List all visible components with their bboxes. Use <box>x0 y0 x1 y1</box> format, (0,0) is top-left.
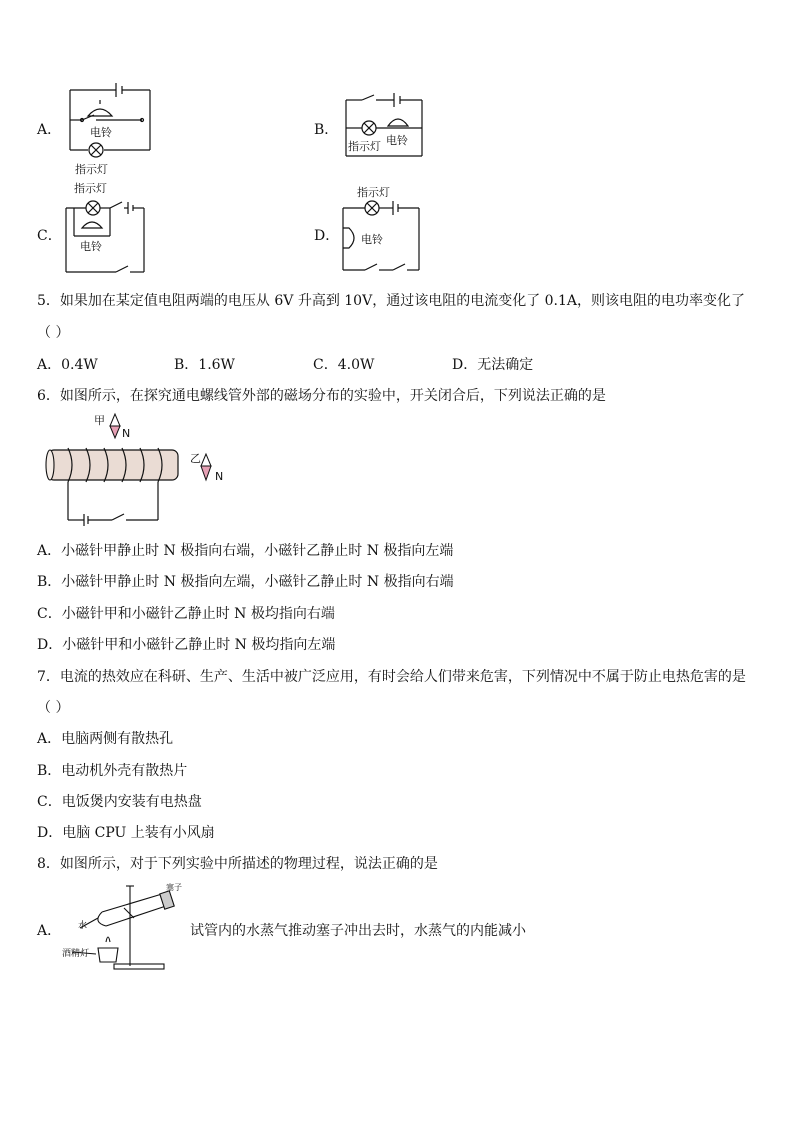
alcohol-lamp-label: 酒精灯 <box>62 949 90 959</box>
q5-choice-b[interactable]: B．1.6W <box>174 357 235 373</box>
circuit-c-diagram <box>62 180 152 280</box>
lamp-label: 指示灯 <box>75 163 108 176</box>
option-a-letter: A． <box>37 122 62 138</box>
lamp-label: 指示灯 <box>357 186 390 199</box>
needle-jia-n-label: N <box>122 427 131 440</box>
needle-yi-s-icon <box>201 454 211 466</box>
q8-option-a-text[interactable]: 试管内的水蒸气推动塞子冲出去时，水蒸气的内能减小 <box>190 923 526 939</box>
needle-yi-label: 乙 <box>190 452 201 465</box>
bell-label: 电铃 <box>361 233 383 246</box>
q7-choice-d[interactable]: D．电脑 CPU 上装有小风扇 <box>37 825 215 841</box>
bell-label: 电铃 <box>386 134 408 147</box>
q8-option-a-letter[interactable]: A． <box>37 923 62 939</box>
q6-choice-a[interactable]: A．小磁针甲静止时 N 极指向右端，小磁针乙静止时 N 极指向左端 <box>37 543 454 559</box>
needle-jia-label: 甲 <box>94 414 105 427</box>
solenoid-diagram <box>40 410 240 528</box>
q5-choice-a[interactable]: A．0.4W <box>37 357 98 373</box>
q7-choice-a[interactable]: A．电脑两侧有散热孔 <box>37 731 174 747</box>
stopper-label: 塞子 <box>166 883 182 892</box>
needle-jia-n-icon <box>110 426 120 438</box>
solenoid-icon <box>46 448 178 526</box>
q7-choice-b[interactable]: B．电动机外壳有散热片 <box>37 763 188 779</box>
lamp-label: 指示灯 <box>74 182 107 195</box>
q5-choice-d[interactable]: D．无法确定 <box>452 357 534 373</box>
circuit-a-diagram <box>60 80 160 180</box>
q5-choice-c[interactable]: C．4.0W <box>313 357 375 373</box>
water-label: 水 <box>78 921 88 931</box>
q6-choice-b[interactable]: B．小磁针甲静止时 N 极指向左端，小磁针乙静止时 N 极指向右端 <box>37 574 454 590</box>
q7-choice-c[interactable]: C．电饭煲内安装有电热盘 <box>37 794 202 810</box>
option-b-letter: B． <box>314 122 339 138</box>
lamp-label: 指示灯 <box>348 140 381 153</box>
bell-label: 电铃 <box>90 126 112 139</box>
question-5-paren: （ ） <box>37 325 70 341</box>
q6-choice-c[interactable]: C．小磁针甲和小磁针乙静止时 N 极均指向右端 <box>37 606 335 622</box>
question-7-paren: （ ） <box>37 700 70 716</box>
question-8-stem: 8．如图所示，对于下列实验中所描述的物理过程，说法正确的是 <box>37 856 438 872</box>
option-c-letter: C． <box>37 228 62 244</box>
needle-yi-n-icon <box>201 466 211 480</box>
needle-yi-n-label: N <box>215 470 224 483</box>
question-5-stem: 5．如果加在某定值电阻两端的电压从 6V 升高到 10V，通过该电阻的电流变化了 0.1A，则该电阻的电功率变化了 <box>37 293 746 309</box>
steam-tube-diagram <box>62 882 192 974</box>
option-d-letter: D． <box>314 228 340 244</box>
circuit-b-diagram <box>340 88 430 168</box>
bell-label: 电铃 <box>80 240 102 253</box>
needle-jia-s-icon <box>110 414 120 426</box>
q6-choice-d[interactable]: D．小磁针甲和小磁针乙静止时 N 极均指向左端 <box>37 637 336 653</box>
circuit-d-diagram <box>335 182 425 277</box>
question-7-stem: 7．电流的热效应在科研、生产、生活中被广泛应用，有时会给人们带来危害，下列情况中不属于防止电热危害的是 <box>37 669 746 685</box>
question-6-stem: 6．如图所示，在探究通电螺线管外部的磁场分布的实验中，开关闭合后，下列说法正确的是 <box>37 388 606 404</box>
